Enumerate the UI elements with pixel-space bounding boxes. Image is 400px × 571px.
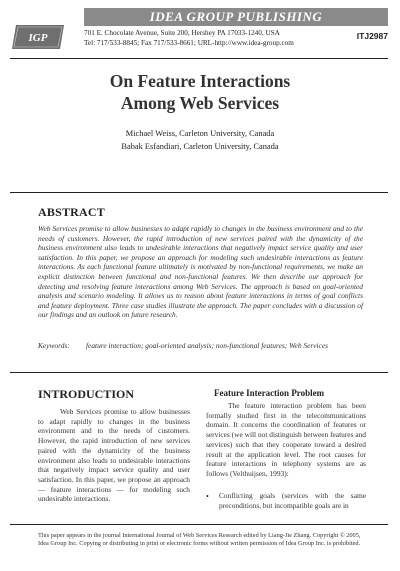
feature-problem-heading: Feature Interaction Problem bbox=[214, 388, 325, 398]
feature-problem-text: The feature interaction problem has been formally studied first in the telecommunications domain. It concerns the coordination of features or services (we will not distinguish between features and services) such that they cooperate toward a desired result at the application level. The root causes for feature interactions in telephony systems are as follows (Velthuijsen, 1993): bbox=[206, 401, 366, 478]
paper-title bbox=[0, 70, 400, 114]
igp-logo bbox=[10, 22, 68, 52]
header-divider bbox=[10, 58, 388, 59]
bullet-text: Conflicting goals (services with the same preconditions, but incompatible goals are in bbox=[219, 491, 366, 510]
keywords-label: Keywords: bbox=[38, 341, 70, 350]
abstract-divider bbox=[10, 192, 388, 193]
author-1: Michael Weiss, Carleton University, Canada bbox=[125, 129, 275, 138]
author-list bbox=[0, 127, 400, 153]
publisher-banner: IDEA GROUP PUBLISHING bbox=[84, 8, 388, 26]
keywords-text: feature interaction; goal-oriented analysis; non-functional features; Web Services bbox=[86, 341, 328, 350]
bullet-icon: • bbox=[206, 492, 209, 501]
introduction-heading: INTRODUCTION bbox=[38, 387, 135, 401]
address-line-1: 701 E. Chocolate Avenue, Suite 200, Hershey PA 17033-1240, USA bbox=[84, 29, 280, 37]
logo-text: IGP bbox=[28, 32, 48, 44]
introduction-text: Web Services promise to allow businesses to adapt rapidly to changes in the business environment and to the needs of customers. However, the rapid introduction of new services paired with the dynamicity of the business environment also leads to undesirable interactions that negatively impact service quality and user satisfaction. In this paper, we propose an approach — feature interactions — for modeling such undesirable interactions. bbox=[38, 407, 190, 504]
publisher-address bbox=[84, 29, 294, 48]
abstract-heading: ABSTRACT bbox=[38, 205, 105, 219]
article-code: ITJ2987 bbox=[356, 31, 388, 41]
address-line-2: Tel: 717/533-8845; Fax 717/533-8661; URL-http://www.idea-group.com bbox=[84, 38, 294, 47]
copyright-footnote: This paper appears in the journal International Journal of Web Services Research edited by Liang-Jie Zhang. Copyright © 2005, Idea Group Inc. Copying or distributing in print or electronic forms without written permission of Idea Group Inc. is prohibited. bbox=[38, 532, 361, 547]
author-2: Babak Esfandiari, Carleton University, Canada bbox=[121, 142, 279, 151]
body-divider bbox=[10, 372, 388, 373]
title-line-2: Among Web Services bbox=[120, 93, 280, 113]
title-line-1: On Feature Interactions bbox=[109, 71, 291, 91]
footnote-divider bbox=[10, 524, 388, 525]
abstract-text: Web Services promise to allow businesses to adapt rapidly to changes in the business environment and to the needs of customers. However, the rapid introduction of new services paired with the dynamicity of the business environment also leads to undesirable interactions that negatively impact service quality and user satisfaction. In this paper, we propose an approach for modeling such undesirable interactions as feature interactions. As each functional feature ultimately is motivated by non-functional requirements, we make an explicit distinction between functional and non-functional features. We then describe our approach for detecting and resolving feature interactions among Web Services. The approach is based on goal-oriented analysis and scenario modeling. It allows us to reason about feature interactions in terms of goal conflicts and feature deployment. Three case studies illustrate the approach. The paper concludes with a discussion of our findings and an outlook on future research. bbox=[38, 224, 363, 320]
